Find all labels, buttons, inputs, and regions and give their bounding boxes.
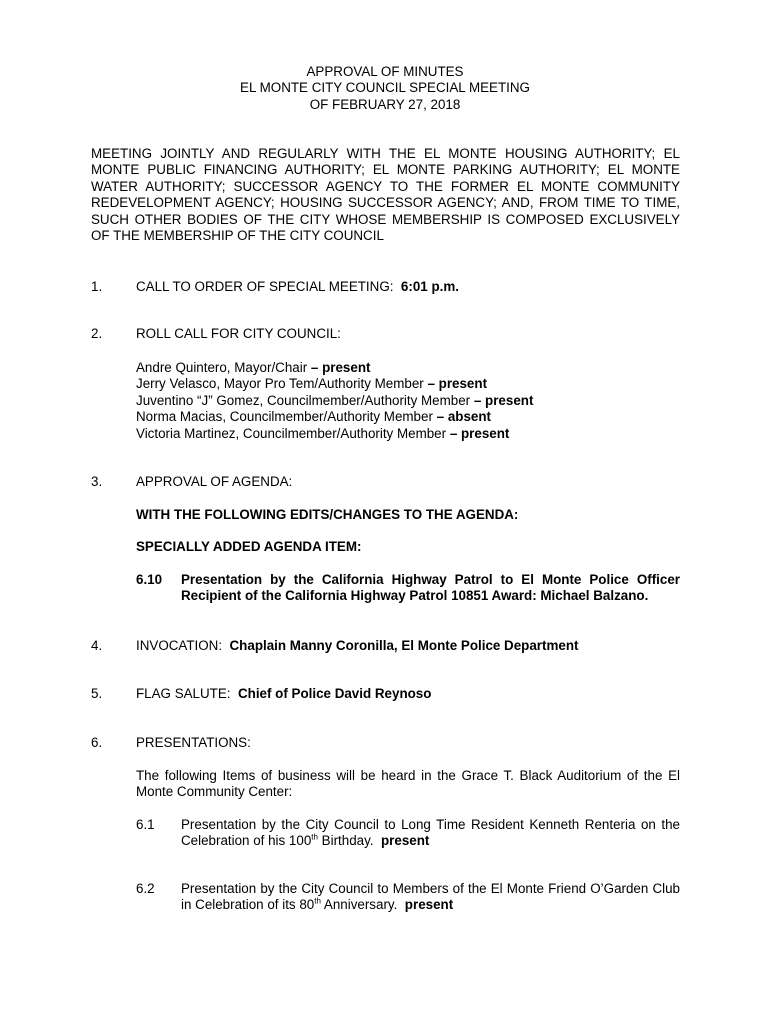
status-label: present (380, 833, 430, 849)
roll-call-list (136, 360, 680, 442)
roll-call-entry: Victoria Martinez, Councilmember/Authority Member – present (136, 425, 510, 441)
roll-call-entry: Juventino “J” Gomez, Councilmember/Authority Member – present (136, 392, 534, 408)
roll-call-entry: Norma Macias, Councilmember/Authority Member – absent (136, 409, 491, 425)
roll-call-entry: Jerry Velasco, Mayor Pro Tem/Authority Member – present (136, 376, 488, 392)
added-item-heading: SPECIALLY ADDED AGENDA ITEM: (136, 539, 362, 554)
roll-call-entry: Andre Quintero, Mayor/Chair – present (136, 360, 371, 375)
item-label: APPROVAL OF AGENDA: (136, 474, 293, 489)
presentations-note: The following Items of business will be heard in the Grace T. Black Auditorium of the El Monte Community Center: (136, 768, 680, 800)
item-number: 6. (91, 735, 103, 750)
intro-paragraph: MEETING JOINTLY AND REGULARLY WITH THE EL MONTE HOUSING AUTHORITY; EL MONTE PUBLIC FINANCING AUTHORITY; EL MONTE PARKING AUTHORITY; EL MONTE WATER AUTHORITY; SUCCESSOR AGENCY TO THE FORMER EL MONTE COMMUNITY REDEVELOPMENT AGENCY; HOUSING SUCCESSOR AGENCY; AND, FROM TIME TO TIME, SUCH OTHER BODIES OF THE CITY WHOSE MEMBERSHIP IS COMPOSED EXCLUSIVELY OF THE MEMBERSHIP OF THE CITY COUNCIL (91, 146, 680, 244)
sub-item-number: 6.1 (136, 817, 155, 832)
sub-item-text: Presentation by the City Council to Members of the El Monte Friend O’Garden Club in Celebration of its 80th Anniversary. present (181, 881, 680, 913)
header-line-1: APPROVAL OF MINUTES (306, 64, 464, 79)
item-number: 4. (91, 638, 103, 653)
sub-item-text: Presentation by the City Council to Long Time Resident Kenneth Renteria on the Celebration of his 100th Birthday. present (181, 817, 680, 849)
item-number: 5. (91, 686, 103, 701)
item-label: INVOCATION: (136, 638, 223, 653)
document-header (0, 64, 770, 113)
sub-item-number: 6.10 (136, 572, 163, 587)
item-label: PRESENTATIONS: (136, 735, 251, 750)
item-value: Chief of Police David Reynoso (237, 686, 432, 701)
item-value: Chaplain Manny Coronilla, El Monte Police Department (229, 638, 579, 653)
item-label: FLAG SALUTE: (136, 686, 231, 701)
item-label: ROLL CALL FOR CITY COUNCIL: (136, 326, 341, 341)
item-value: 6:01 p.m. (400, 279, 459, 294)
item-number: 1. (91, 279, 103, 294)
item-number: 3. (91, 474, 103, 489)
sub-item-text: Presentation by the California Highway Patrol to El Monte Police Officer Recipient of the California Highway Patrol 10851 Award: Michael Balzano. (181, 572, 680, 604)
header-line-2: EL MONTE CITY COUNCIL SPECIAL MEETING (240, 80, 530, 96)
sub-item-number: 6.2 (136, 881, 155, 896)
item-number: 2. (91, 326, 103, 341)
header-line-3: OF FEBRUARY 27, 2018 (309, 96, 461, 112)
item-label: CALL TO ORDER OF SPECIAL MEETING: (136, 279, 394, 294)
agenda-edits-heading: WITH THE FOLLOWING EDITS/CHANGES TO THE AGENDA: (136, 507, 519, 522)
status-label: present (404, 897, 454, 913)
